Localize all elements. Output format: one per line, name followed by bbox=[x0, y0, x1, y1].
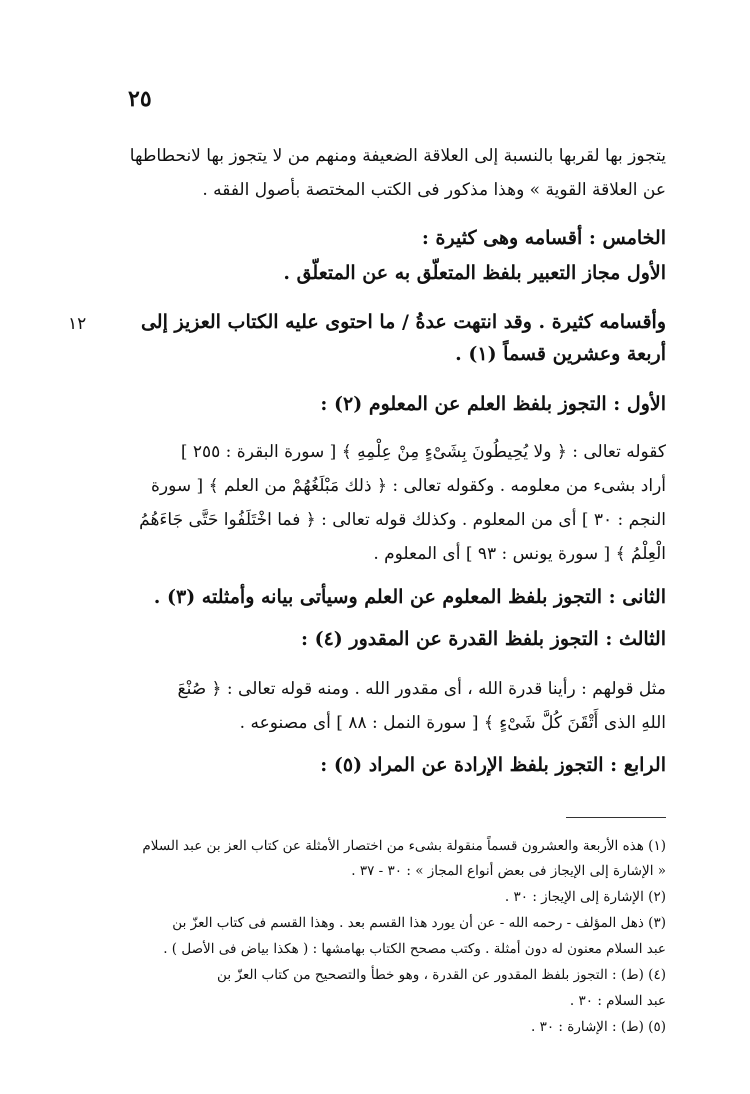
page-number: ٢٥ bbox=[128, 86, 152, 112]
quote-line-3: النجم : ٣٠ ] أى من المعلوم . وكذلك قوله تعالى : ﴿ فما اخْتَلَفُوا حَتَّى جَاءَهُمُ bbox=[139, 510, 666, 530]
footnote-4-line-2: عبد السلام : ٣٠ . bbox=[569, 993, 666, 1009]
footnote-4-line-1: (٤) (ط) : التجوز بلفظ المقدور عن القدرة ، وهو خطأ والتصحيح من كتاب العزّ بن bbox=[217, 967, 666, 983]
section-heading-fifth: الخامس : أقسامه وهى كثيرة : bbox=[421, 227, 666, 249]
text-line-2: عن العلاقة القوية » وهذا مذكور فى الكتب المختصة بأصول الفقه . bbox=[202, 180, 666, 200]
quote-line-2: أراد بشىء من معلومه . وكقوله تعالى : ﴿ ذلك مَبْلَغُهُمْ من العلم ﴾ [ سورة bbox=[151, 476, 666, 496]
subheading-first: الأول : التجوز بلفظ العلم عن المعلوم (٢) : bbox=[320, 393, 666, 415]
heading-first-majaz: الأول مجاز التعبير بلفظ المتعلّق به عن المتعلّق . bbox=[283, 262, 666, 284]
footnote-2: (٢) الإشارة إلى الإيجاز : ٣٠ . bbox=[504, 889, 666, 905]
subheading-third: الثالث : التجوز بلفظ القدرة عن المقدور (٤) : bbox=[300, 628, 666, 650]
subheading-second: الثانى : التجوز بلفظ المعلوم عن العلم وسيأتى بيانه وأمثلته (٣) . bbox=[153, 586, 666, 608]
footnote-5: (٥) (ط) : الإشارة : ٣٠ . bbox=[531, 1019, 666, 1035]
footnote-3-line-1: (٣) ذهل المؤلف - رحمه الله - عن أن يورد هذا القسم بعد . وهذا القسم فى كتاب العزّ بن bbox=[172, 915, 666, 931]
footnote-3-line-2: عبد السلام معنون له دون أمثلة . وكتب مصحح الكتاب بهامشها : ( هكذا بياض فى الأصل ) . bbox=[163, 941, 666, 957]
footnote-separator bbox=[566, 817, 666, 818]
text-line-6: أربعة وعشرين قسماً (١) . bbox=[455, 343, 666, 365]
text-line-1: يتجوز بها لقربها بالنسبة إلى العلاقة الضعيفة ومنهم من لا يتجوز بها لانحطاطها bbox=[129, 146, 666, 166]
footnote-1-line-1: (١) هذه الأربعة والعشرون قسماً منقولة بشىء من اختصار الأمثلة عن كتاب العز بن عبد السلام bbox=[142, 838, 666, 854]
margin-line-number: ١٢ bbox=[68, 314, 87, 334]
example-line-1: مثل قولهم : رأينا قدرة الله ، أى مقدور الله . ومنه قوله تعالى : ﴿ صُنْعَ bbox=[177, 679, 666, 699]
text-line-5: وأقسامه كثيرة . وقد انتهت عدةُ / ما احتوى عليه الكتاب العزيز إلى bbox=[140, 311, 666, 333]
example-line-2: اللهِ الذى أَتْقَنَ كُلَّ شَىْءٍ ﴾ [ سورة النمل : ٨٨ ] أى مصنوعه . bbox=[239, 713, 666, 733]
quote-line-4: الْعِلْمُ ﴾ [ سورة يونس : ٩٣ ] أى المعلوم . bbox=[373, 544, 666, 564]
footnote-1-line-2: « الإشارة إلى الإيجاز فى بعض أنواع المجاز » : ٣٠ - ٣٧ . bbox=[351, 863, 666, 879]
quote-line-1: كقوله تعالى : ﴿ ولا يُحِيطُونَ بِشَىْءٍ مِنْ عِلْمِهِ ﴾ [ سورة البقرة : ٢٥٥ ] bbox=[180, 442, 666, 462]
subheading-fourth: الرابع : التجوز بلفظ الإرادة عن المراد (٥) : bbox=[320, 754, 666, 776]
